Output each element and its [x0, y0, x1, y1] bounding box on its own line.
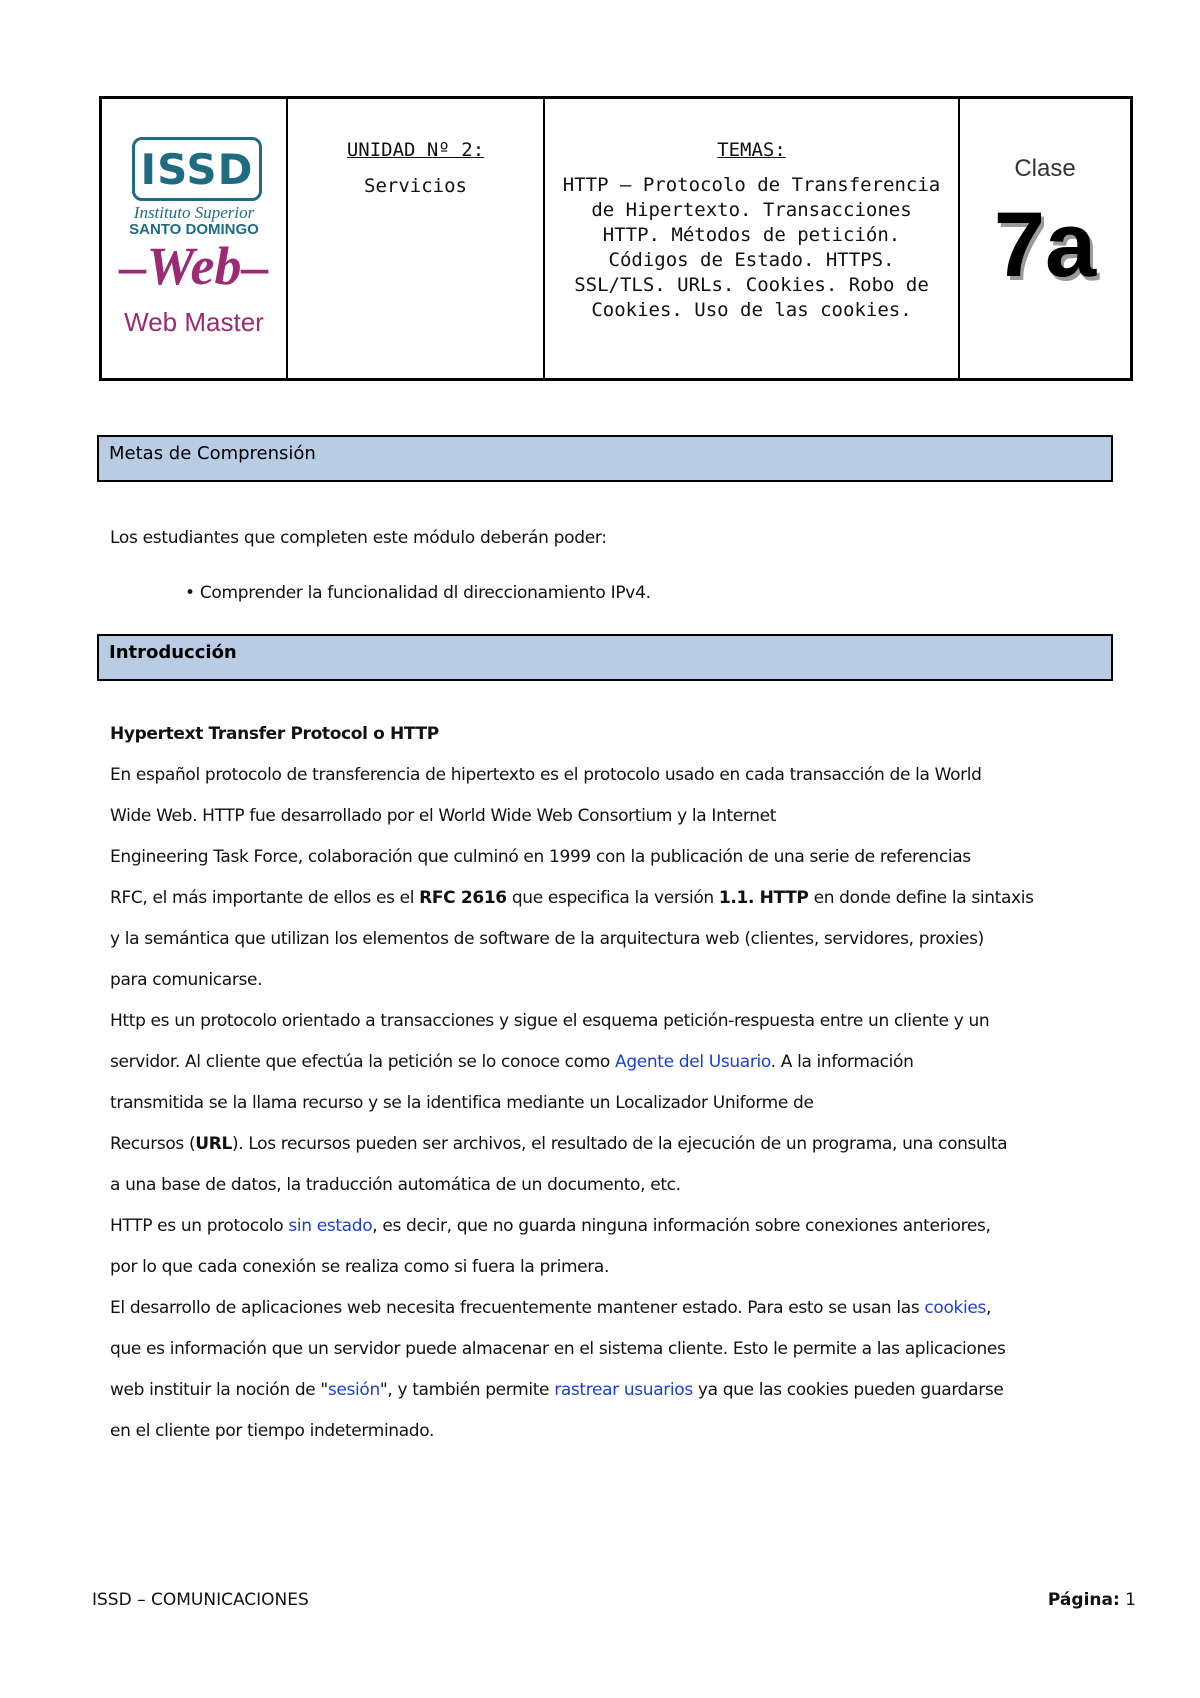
text-line	[110, 1042, 1110, 1083]
text-run: , es decir, que no guarda ninguna información sobre conexiones anteriores,	[372, 1216, 991, 1236]
text-line: para comunicarse.	[110, 970, 263, 990]
text-run: ", y también permite	[379, 1380, 555, 1400]
rastrear-usuarios-link[interactable]: rastrear usuarios	[554, 1380, 693, 1400]
topic-line: HTTP. Métodos de petición.	[602, 224, 901, 246]
text-line: y la semántica que utilizan los elementos de software de la arquitectura web (clientes, servidores, proxies)	[110, 929, 984, 949]
text-line: Http es un protocolo orientado a transacciones y sigue el esquema petición-respuesta entre un cliente y un	[110, 1011, 990, 1031]
text-run: . A la información	[770, 1052, 914, 1072]
issd-logo	[132, 137, 262, 201]
logo-web-text: –Web–	[119, 236, 269, 296]
footer-left: ISSD – COMUNICACIONES	[92, 1590, 309, 1610]
class-label: Clase	[1014, 155, 1076, 182]
text-line: por lo que cada conexión se realiza como si fuera la primera.	[110, 1257, 610, 1277]
topic-line: SSL/TLS. URLs. Cookies. Robo de	[574, 274, 929, 296]
paragraph-4	[110, 1288, 1110, 1452]
class-cell	[960, 99, 1130, 378]
text-run: que especifica la versión	[506, 888, 719, 908]
section-metas	[97, 435, 1113, 482]
text-run: en donde define la sintaxis	[808, 888, 1034, 908]
text-run: Recursos (	[110, 1134, 196, 1154]
logo-cell	[102, 99, 288, 378]
logo-school-text: SANTO DOMINGO	[129, 221, 259, 238]
text-line	[110, 878, 1110, 919]
unit-name: Servicios	[364, 175, 467, 197]
text-line: en el cliente por tiempo indeterminado.	[110, 1421, 435, 1441]
url-bold: URL	[195, 1134, 232, 1154]
goals-lead: Los estudiantes que completen este módulo deberán poder:	[110, 528, 607, 548]
text-line: que es información que un servidor puede almacenar en el sistema cliente. Esto le permite a las aplicaciones	[110, 1339, 1006, 1359]
unit-cell	[288, 99, 545, 378]
topic-line: Cookies. Uso de las cookies.	[591, 299, 912, 321]
text-line	[110, 1370, 1110, 1411]
text-run: ). Los recursos pueden ser archivos, el resultado de la ejecución de un programa, una consulta	[231, 1134, 1008, 1154]
section-intro-title: Introducción	[109, 642, 237, 663]
class-number: 7a	[993, 194, 1097, 296]
text-line: Wide Web. HTTP fue desarrollado por el World Wide Web Consortium y la Internet	[110, 806, 777, 826]
footer-page	[1048, 1590, 1136, 1610]
logo-institute-text: Instituto Superior	[133, 203, 255, 222]
text-line	[110, 1206, 1110, 1247]
agente-usuario-link[interactable]: Agente del Usuario	[615, 1052, 771, 1072]
section-metas-title: Metas de Comprensión	[109, 443, 316, 464]
goal-bullet: • Comprender la funcionalidad dl direccionamiento IPv4.	[185, 583, 651, 603]
logo-issd-text: ISSD	[140, 144, 254, 194]
text-run: servidor. Al cliente que efectúa la petición se lo conoce como	[110, 1052, 616, 1072]
logo-program-text: Web Master	[124, 307, 264, 337]
topics-title: TEMAS:	[717, 139, 786, 161]
text-line	[110, 1124, 1110, 1165]
content-heading: Hypertext Transfer Protocol o HTTP	[110, 724, 439, 744]
text-run: HTTP es un protocolo	[110, 1216, 289, 1236]
text-line	[110, 1288, 1110, 1329]
topic-line: de Hipertexto. Transacciones	[591, 199, 912, 221]
sesion-link[interactable]: sesión	[327, 1380, 380, 1400]
topic-line: HTTP – Protocolo de Transferencia	[562, 174, 941, 196]
paragraph-3	[110, 1206, 1110, 1288]
intro-content	[110, 714, 1110, 1452]
version-bold: 1.1. HTTP	[718, 888, 809, 908]
topics-cell	[545, 99, 960, 378]
text-run: ya que las cookies pueden guardarse	[692, 1380, 1004, 1400]
page-label: Página:	[1047, 1590, 1120, 1610]
text-line: a una base de datos, la traducción automática de un documento, etc.	[110, 1175, 681, 1195]
header-table	[99, 96, 1133, 381]
paragraph-2	[110, 1001, 1110, 1206]
text-run: RFC, el más importante de ellos es el	[110, 888, 420, 908]
cookies-link[interactable]: cookies	[924, 1298, 987, 1318]
topics-list	[553, 173, 950, 323]
text-run: ,	[986, 1298, 992, 1318]
text-run: El desarrollo de aplicaciones web necesita frecuentemente mantener estado. Para esto se usan las	[110, 1298, 925, 1318]
sin-estado-link[interactable]: sin estado	[288, 1216, 373, 1236]
rfc-bold: RFC 2616	[419, 888, 507, 908]
page-number: 1	[1125, 1590, 1136, 1610]
section-intro	[97, 634, 1113, 681]
text-line: En español protocolo de transferencia de hipertexto es el protocolo usado en cada transacción de la World	[110, 765, 982, 785]
paragraph-1	[110, 755, 1110, 1001]
text-line: Engineering Task Force, colaboración que culminó en 1999 con la publicación de una serie de referencias	[110, 847, 971, 867]
topic-line: Códigos de Estado. HTTPS.	[608, 249, 895, 271]
unit-title: UNIDAD Nº 2:	[346, 139, 485, 161]
text-run: web instituir la noción de "	[110, 1380, 328, 1400]
text-line: transmitida se la llama recurso y se la identifica mediante un Localizador Uniforme de	[110, 1093, 814, 1113]
